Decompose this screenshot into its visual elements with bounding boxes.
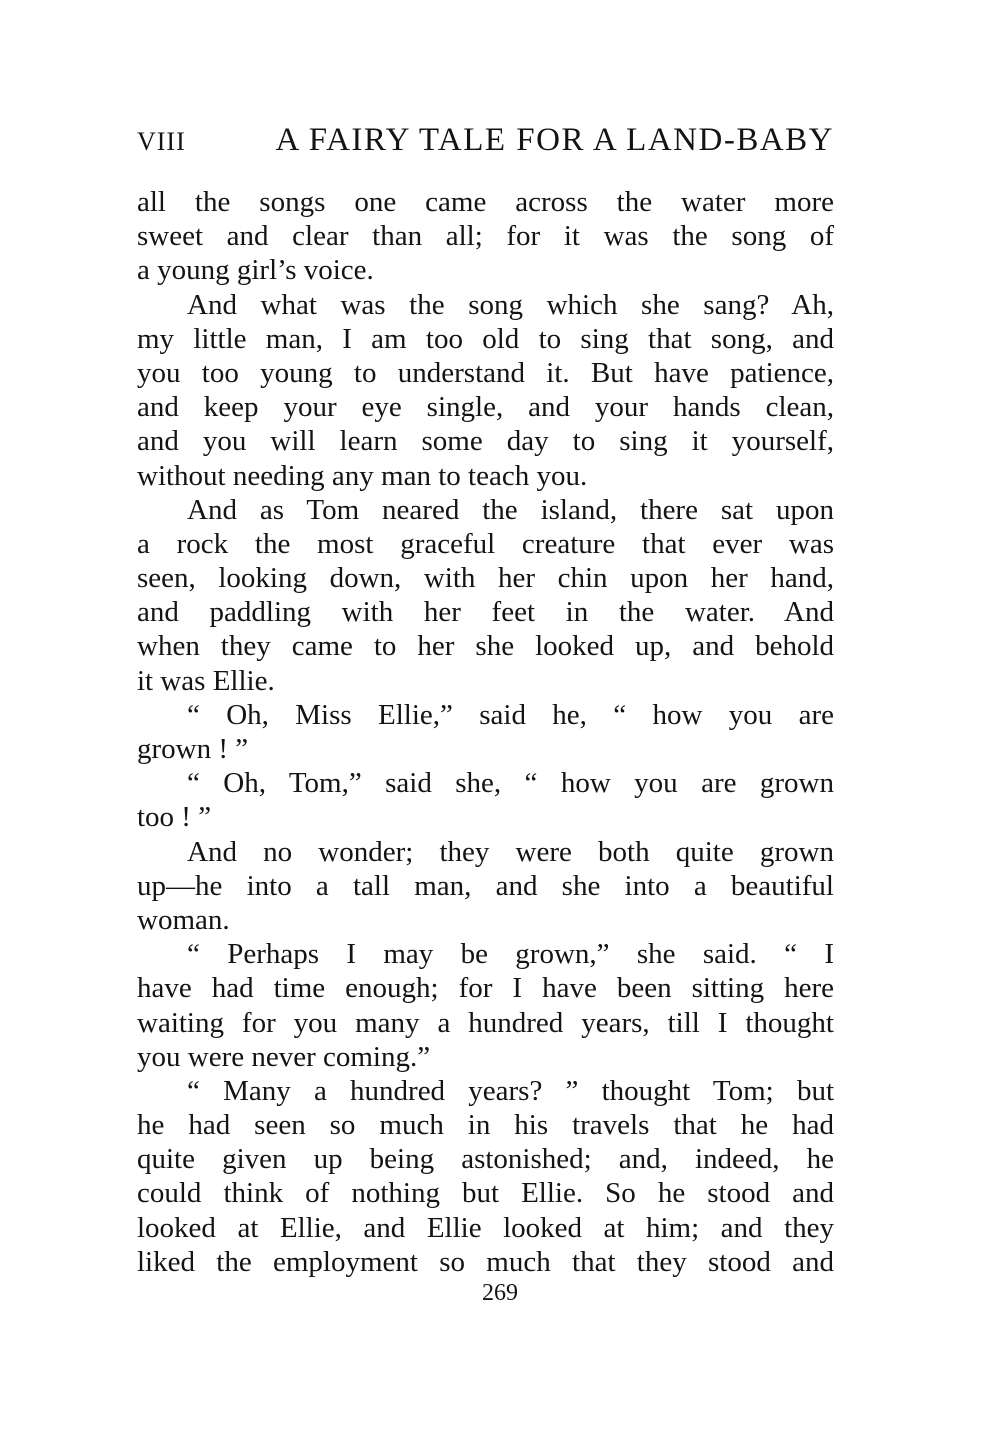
text-line: quite given up being astonished; and, indeed, he xyxy=(137,1143,834,1176)
text-line: all the songs one came across the water more xyxy=(137,186,834,218)
text-line: my little man, I am too old to sing that song, and xyxy=(137,322,834,355)
text-line: “ Oh, Tom,” said she, “ how you are grown xyxy=(187,767,834,800)
text-line: it was Ellie. xyxy=(137,664,275,697)
text-line: without needing any man to teach you. xyxy=(137,459,588,492)
text-line: woman. xyxy=(137,903,230,936)
running-header xyxy=(137,122,834,168)
text-line: “ Perhaps I may be grown,” she said. “ I xyxy=(187,938,834,971)
text-line: he had seen so much in his travels that he had xyxy=(137,1109,834,1142)
running-title: A FAIRY TALE FOR A LAND-BABY xyxy=(275,122,834,158)
text-line: “ Many a hundred years? ” thought Tom; but xyxy=(187,1074,834,1107)
text-line: And as Tom neared the island, there sat upon xyxy=(187,493,834,526)
text-line: grown ! ” xyxy=(137,733,249,765)
text-line: a rock the most graceful creature that ever was xyxy=(137,527,834,560)
text-line: liked the employment so much that they stood and xyxy=(137,1245,834,1278)
text-line: waiting for you many a hundred years, till I thought xyxy=(137,1006,834,1039)
text-line: and keep your eye single, and your hands clean, xyxy=(137,391,834,424)
text-line: and paddling with her feet in the water. And xyxy=(137,596,834,629)
text-line: too ! ” xyxy=(137,801,212,834)
text-line: and you will learn some day to sing it yourself, xyxy=(137,425,834,458)
text-line: up—he into a tall man, and she into a beautiful xyxy=(137,869,834,902)
text-line: “ Oh, Miss Ellie,” said he, “ how you are xyxy=(187,698,834,731)
text-line: seen, looking down, with her chin upon her hand, xyxy=(137,562,834,595)
text-line: you were never coming.” xyxy=(137,1040,431,1073)
text-line: looked at Ellie, and Ellie looked at him; and they xyxy=(137,1211,834,1244)
text-line: And what was the song which she sang? Ah, xyxy=(187,288,834,321)
text-line: And no wonder; they were both quite grown xyxy=(187,835,834,868)
text-line: when they came to her she looked up, and behold xyxy=(137,630,834,663)
text-line: a young girl’s voice. xyxy=(137,254,374,287)
text-line: have had time enough; for I have been sitting here xyxy=(137,972,834,1005)
body-text xyxy=(137,185,834,1279)
page-number: 269 xyxy=(482,1280,518,1306)
text-line: could think of nothing but Ellie. So he stood and xyxy=(137,1177,834,1210)
text-line: you too young to understand it. But have patience, xyxy=(137,356,834,389)
text-line: sweet and clear than all; for it was the song of xyxy=(137,220,834,253)
chapter-numeral: VIII xyxy=(137,127,186,156)
